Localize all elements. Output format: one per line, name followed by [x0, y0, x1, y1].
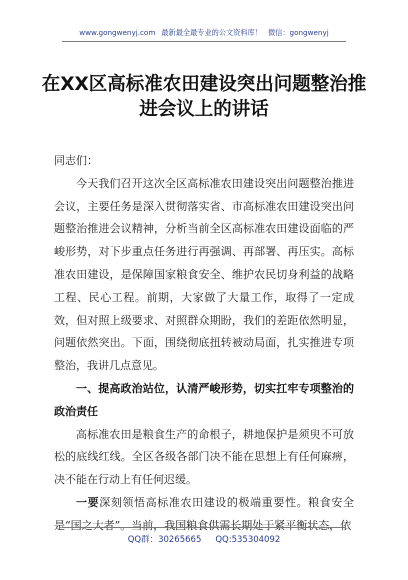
header-website[interactable]: www.gongwenyj.com — [79, 28, 156, 37]
page-header — [0, 28, 408, 38]
header-slogan: 最新最全最专业的公文资料库！ — [161, 28, 262, 37]
paragraph-3-text: 深刻领悟高标准农田建设的极端重要性。粮食安全是“国之大者”。当前，我国粮食供需长期处于紧平衡状态，依 — [54, 495, 354, 532]
title-line-1: 在XX区高标准农田建设突出问题整治推 — [41, 74, 367, 95]
header-wechat: 微信：gongwenyj — [267, 28, 329, 37]
paragraph-3-lead: 一要 — [76, 495, 100, 509]
section-heading-1: 一、提高政治站位，认清严峻形势，切实扛牢专项整治的政治责任 — [54, 381, 354, 418]
header-divider — [62, 41, 346, 42]
title-line-2: 进会议上的讲话 — [139, 99, 269, 120]
paragraph-3 — [54, 492, 354, 538]
document-title — [40, 72, 368, 122]
page-footer — [0, 533, 408, 545]
document-body — [54, 150, 354, 538]
paragraph-2: 高标准农田是粮食生产的命根子，耕地保护是须臾不可放松的底线红线。全区各级各部门决不能在思想上有任何麻痹，决不能在行动上有任何迟缓。 — [54, 427, 354, 487]
footer-divider — [62, 527, 346, 528]
footer-qq: QQ:535304092 — [215, 535, 281, 545]
footer-qq-group: QQ群：30265665 — [127, 535, 202, 545]
paragraph-intro: 今天我们召开这次全区高标准农田建设突出问题整治推进会议，主要任务是深入贯彻落实省、市高标准农田建设突出问题整治推进会议精神，分析当前全区高标准农田建设面临的严峻形势，对下步重点任务进行再强调、再部署、再压实。高标准农田建设，是保障国家粮食安全、维护农民切身利益的战略工程、民心工程。前期，大家做了大量工作，取得了一定成效，但对照上级要求、对照群众期盼，我们的差距依然明显，问题依然突出。下面，围绕彻底扭转被动局面，扎实推进专项整治，我讲几点意见。 — [54, 176, 354, 373]
salutation: 同志们： — [54, 154, 98, 167]
